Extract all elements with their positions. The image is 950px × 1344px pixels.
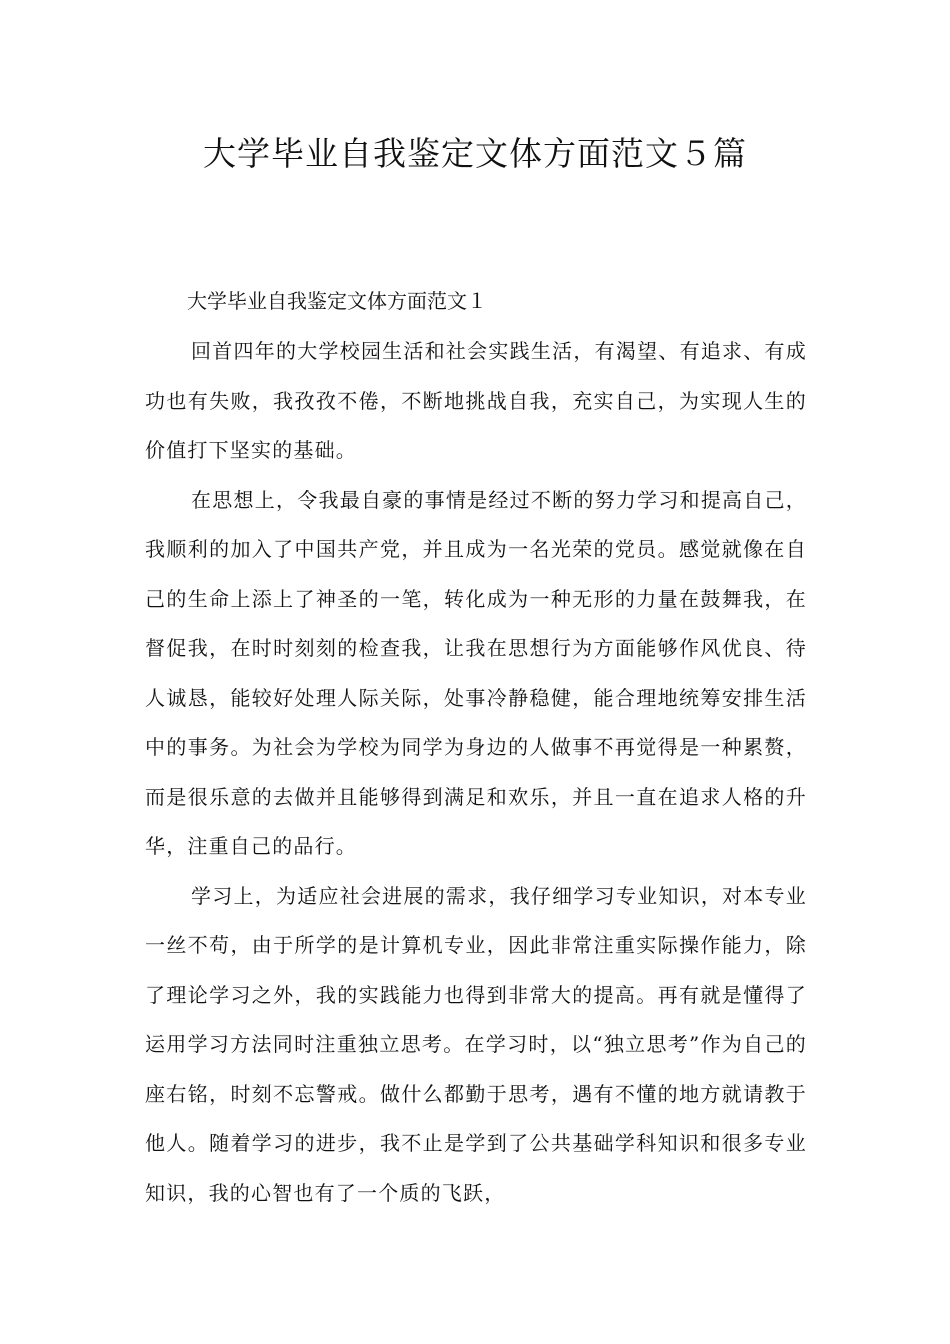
document-body xyxy=(145,281,807,1218)
paragraph: 在思想上，令我最自豪的事情是经过不断的努力学习和提高自己，我顺利的加入了中国共产党，并且成为一名光荣的党员。感觉就像在自己的生命上添上了神圣的一笔，转化成为一种无形的力量在鼓舞我，在督促我，在时时刻刻的检查我，让我在思想行为方面能够作风优良、待人诚恳，能较好处理人际关际，处事冷静稳健，能合理地统筹安排生活中的事务。为社会为学校为同学为身边的人做事不再觉得是一种累赘，而是很乐意的去做并且能够得到满足和欢乐，并且一直在追求人格的升华，注重自己的品行。 xyxy=(145,487,807,858)
document-title: 大学毕业自我鉴定文体方面范文５篇 xyxy=(203,134,747,173)
section-heading: 大学毕业自我鉴定文体方面范文１ xyxy=(187,289,487,313)
paragraph: 学习上，为适应社会进展的需求，我仔细学习专业知识，对本专业一丝不苟，由于所学的是计算机专业，因此非常注重实际操作能力，除了理论学习之外，我的实践能力也得到非常大的提高。再有就是懂得了运用学习方法同时注重独立思考。在学习时，以“独立思考”作为自己的座右铭，时刻不忘警戒。做什么都勤于思考，遇有不懂的地方就请教于他人。随着学习的进步，我不止是学到了公共基础学科知识和很多专业知识，我的心智也有了一个质的飞跃， xyxy=(145,883,807,1205)
paragraph: 回首四年的大学校园生活和社会实践生活，有渴望、有追求、有成功也有失败，我孜孜不倦，不断地挑战自我，充实自己，为实现人生的价值打下坚实的基础。 xyxy=(145,339,807,462)
